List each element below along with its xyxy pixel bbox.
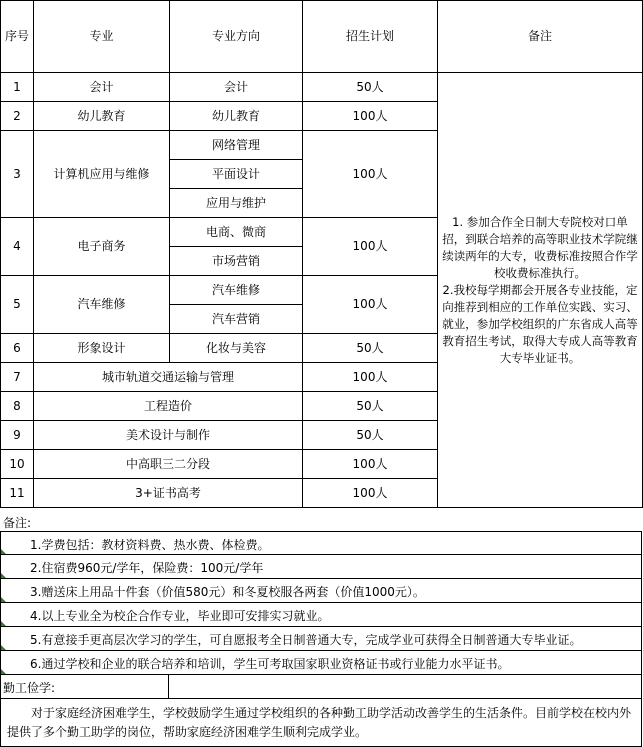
row-direction: 汽车营销 — [170, 305, 303, 334]
note-text: 4.以上专业全为校企合作专业，毕业即可安排实习就业。 — [30, 609, 330, 623]
row-direction: 电商、微商 — [170, 218, 303, 247]
row-plan: 100人 — [303, 218, 438, 276]
row-seq: 6 — [1, 334, 34, 363]
notes-label: 备注: — [3, 516, 32, 530]
row-plan: 100人 — [303, 363, 438, 392]
table-row — [1, 73, 643, 102]
cell-marker-icon — [1, 645, 6, 650]
row-major: 幼儿教育 — [34, 102, 170, 131]
row-major: 城市轨道交通运输与管理 — [34, 363, 303, 392]
cell-marker-icon — [1, 669, 6, 674]
row-major: 工程造价 — [34, 392, 303, 421]
row-plan: 50人 — [303, 334, 438, 363]
row-direction: 平面设计 — [170, 160, 303, 189]
header-remarks: 备注 — [438, 1, 643, 73]
row-major: 3+证书高考 — [34, 479, 303, 508]
work-study-header-row — [0, 675, 642, 699]
note-text: 1.学费包括：教材资料费、热水费、体检费。 — [30, 538, 270, 552]
row-seq: 7 — [1, 363, 34, 392]
header-major: 专业 — [34, 1, 170, 73]
row-major: 形象设计 — [34, 334, 170, 363]
row-plan: 100人 — [303, 479, 438, 508]
row-seq: 11 — [1, 479, 34, 508]
cell-divider — [168, 675, 169, 698]
work-study-paragraph: 对于家庭经济困难学生，学校鼓励学生通过学校组织的各种勤工助学活动改善学生的生活条件。目前学校在校内外提供了多个勤工助学的岗位，帮助家庭经济困难学生顺利完成学业。 — [0, 699, 642, 747]
cell-marker-icon — [1, 597, 6, 602]
remarks-cell — [438, 73, 643, 508]
row-direction: 会计 — [170, 73, 303, 102]
note-row — [0, 579, 642, 603]
cell-marker-icon — [1, 621, 6, 626]
row-plan: 50人 — [303, 421, 438, 450]
note-row — [0, 627, 642, 651]
row-seq: 1 — [1, 73, 34, 102]
row-plan: 100人 — [303, 131, 438, 218]
row-plan: 100人 — [303, 450, 438, 479]
row-plan: 100人 — [303, 276, 438, 334]
note-text: 5.有意接手更高层次学习的学生，可自愿报考全日制普通大专，完成学业可获得全日制普通大专毕业证。 — [30, 633, 582, 647]
note-text: 2.住宿费960元/学年，保险费：100元/学年 — [30, 561, 264, 575]
row-seq: 2 — [1, 102, 34, 131]
note-row — [0, 531, 642, 555]
row-seq: 3 — [1, 131, 34, 218]
header-row — [1, 1, 643, 73]
row-seq: 10 — [1, 450, 34, 479]
note-row — [0, 555, 642, 579]
row-seq: 4 — [1, 218, 34, 276]
note-text: 6.通过学校和企业的联合培养和培训，学生可考取国家职业资格证书或行业能力水平证书。 — [30, 657, 510, 671]
row-major: 会计 — [34, 73, 170, 102]
row-plan: 50人 — [303, 392, 438, 421]
note-row — [0, 603, 642, 627]
row-seq: 9 — [1, 421, 34, 450]
row-major: 计算机应用与维修 — [34, 131, 170, 218]
remark-item: 1. 参加合作全日制大专院校对口单招，到联合培养的高等职业技术学院继续读两年的大专，收费标准按照合作学校收费标准执行。 — [442, 214, 638, 280]
work-study-label: 勤工俭学: — [3, 681, 56, 695]
row-direction: 汽车维修 — [170, 276, 303, 305]
row-major: 电子商务 — [34, 218, 170, 276]
remark-item: 2.我校每学期都会开展各专业技能，定向推荐到相应的工作单位实践、实习、就业，参加学校组织的广东省成人高等教育招生考试，取得大专成人高等教育大专毕业证书。 — [442, 282, 638, 365]
row-major: 汽车维修 — [34, 276, 170, 334]
note-text: 3.赠送床上用品十件套（价值580元）和冬夏校服各两套（价值1000元）。 — [30, 585, 425, 599]
row-direction: 化妆与美容 — [170, 334, 303, 363]
row-major: 中高职三二分段 — [34, 450, 303, 479]
row-major: 美术设计与制作 — [34, 421, 303, 450]
row-direction: 市场营销 — [170, 247, 303, 276]
header-plan: 招生计划 — [303, 1, 438, 73]
row-direction: 应用与维护 — [170, 189, 303, 218]
row-direction: 网络管理 — [170, 131, 303, 160]
cell-marker-icon — [1, 573, 6, 578]
header-direction: 专业方向 — [170, 1, 303, 73]
cell-marker-icon — [1, 549, 6, 554]
row-seq: 5 — [1, 276, 34, 334]
header-seq: 序号 — [1, 1, 34, 73]
row-seq: 8 — [1, 392, 34, 421]
note-row — [0, 651, 642, 675]
row-plan: 100人 — [303, 102, 438, 131]
row-direction: 幼儿教育 — [170, 102, 303, 131]
row-plan: 50人 — [303, 73, 438, 102]
